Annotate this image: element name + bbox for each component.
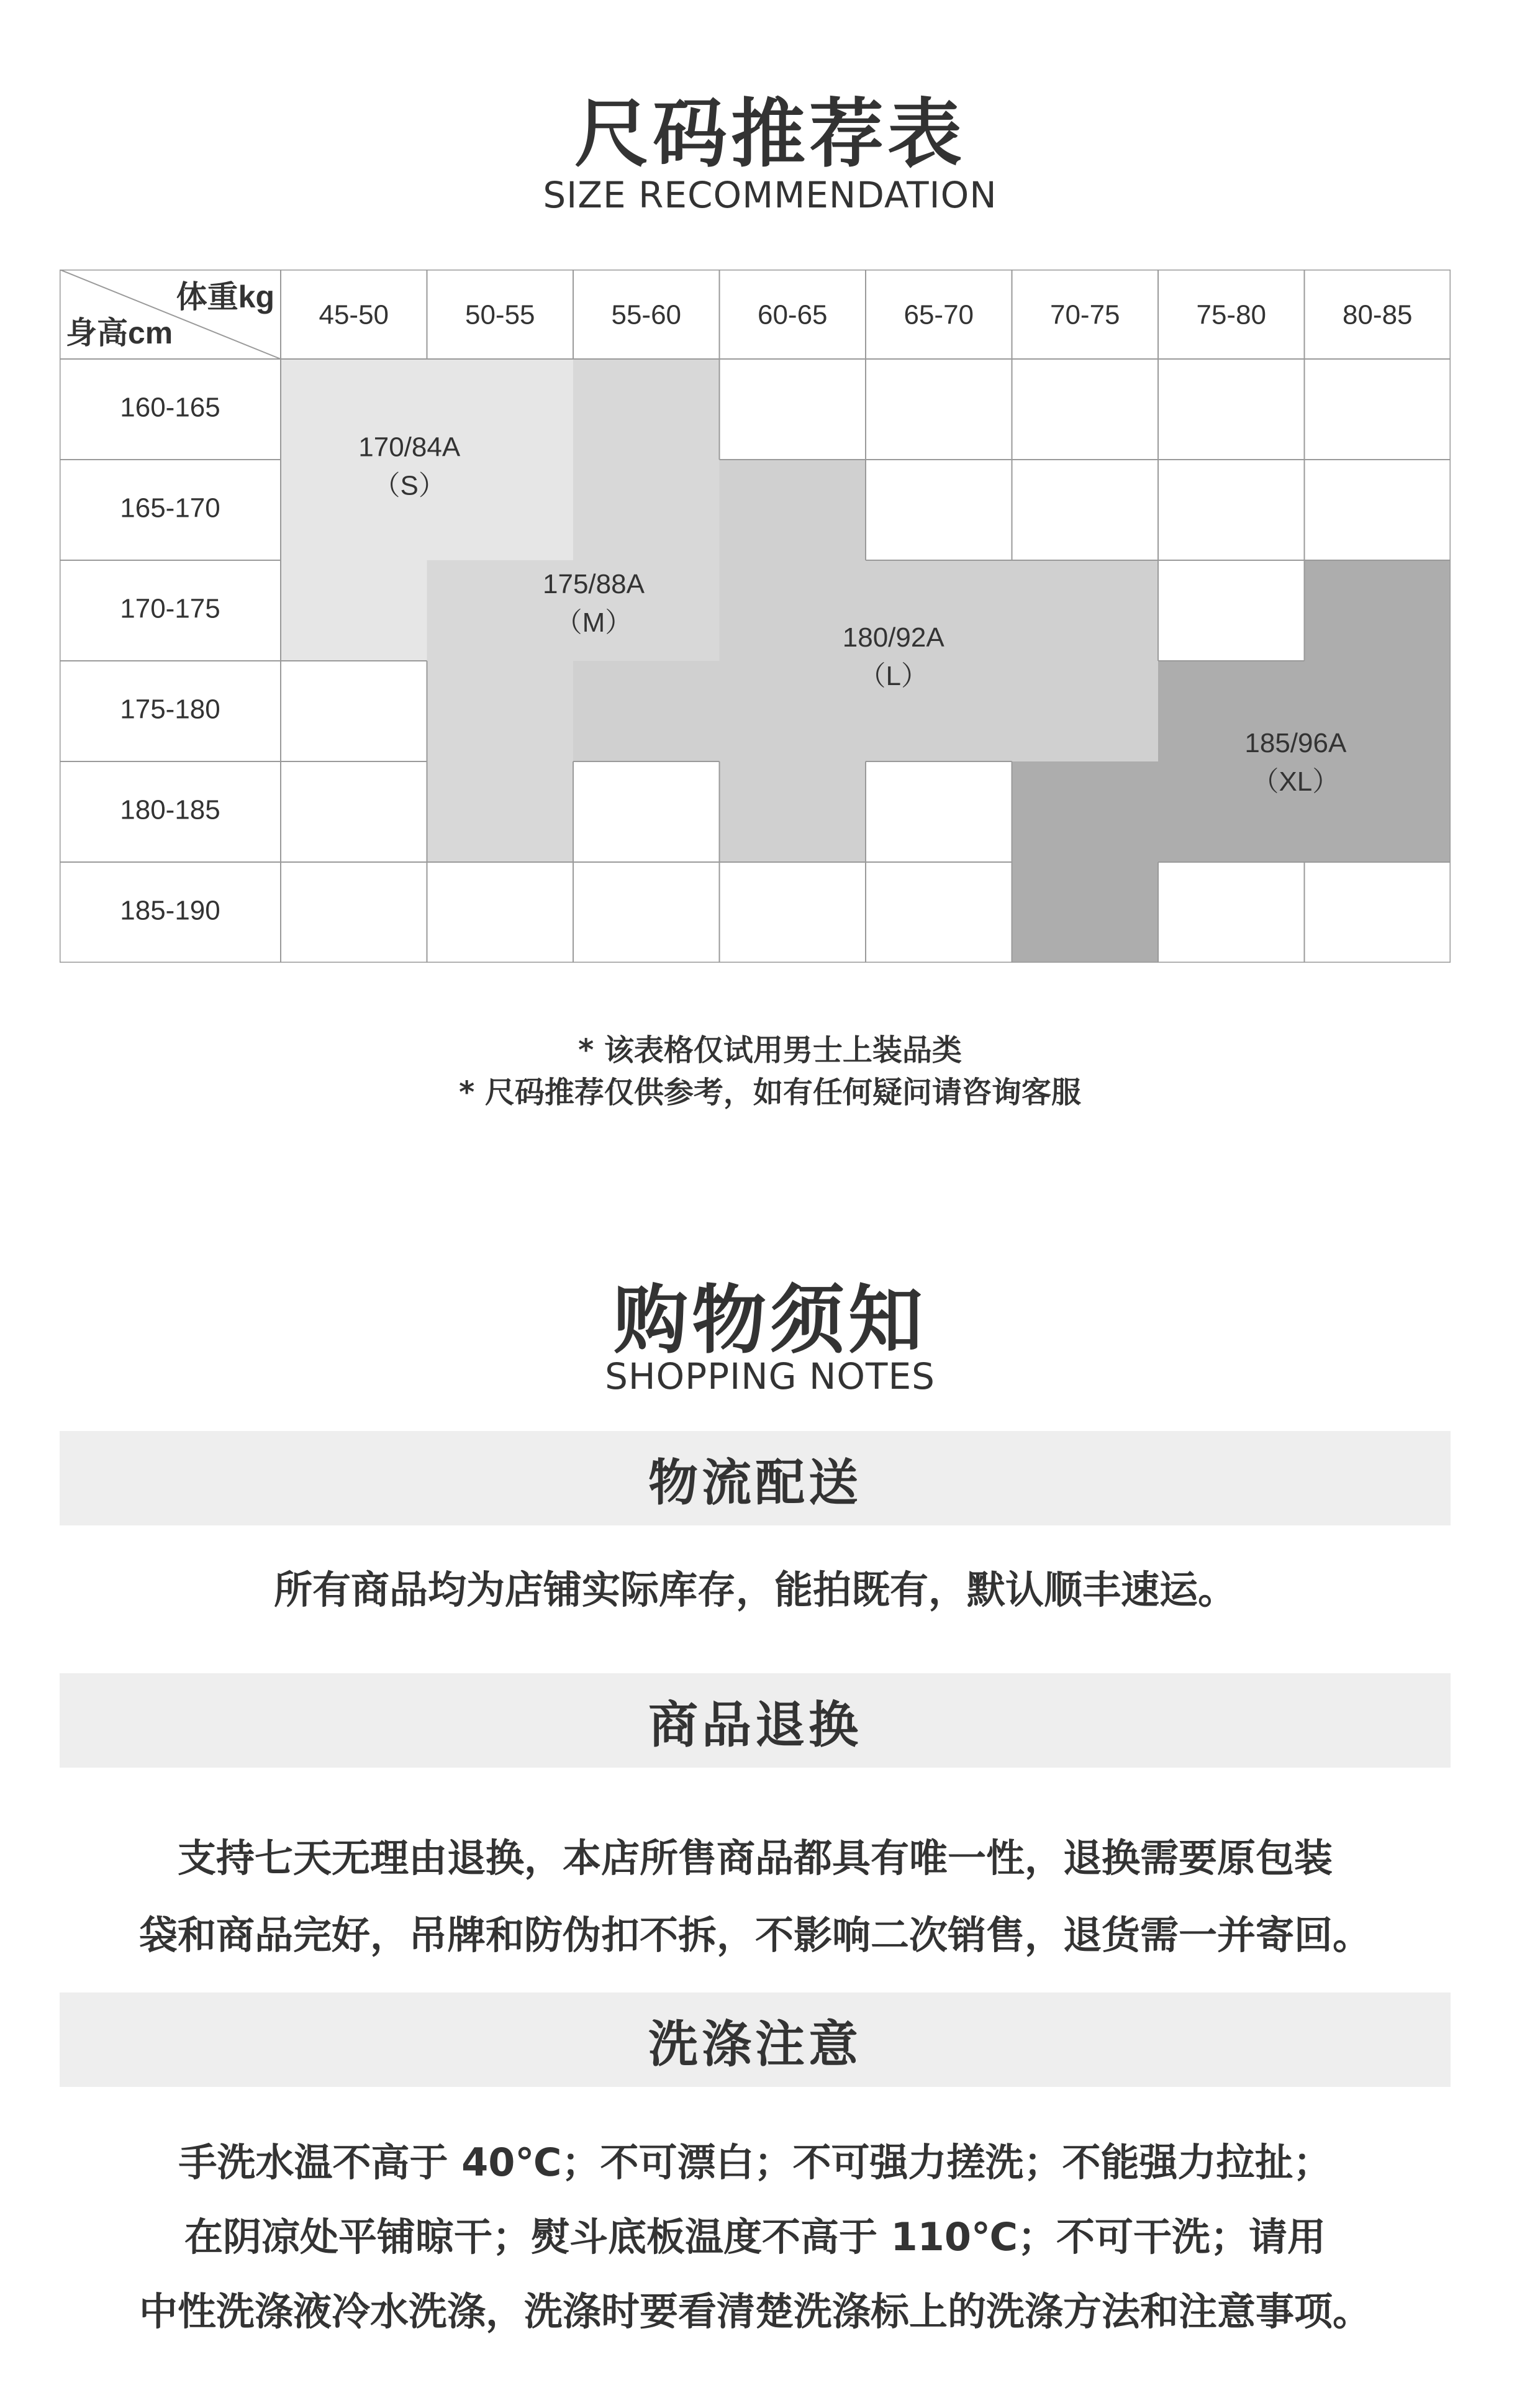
size-cell-s [281, 560, 427, 661]
logistics-text [60, 1559, 1451, 1614]
size-label-m: 175/88A [543, 568, 645, 599]
weight-header: 80-85 [1342, 299, 1413, 330]
table-note-2: * 尺码推荐仅供参考，如有任何疑问请咨询客服 [459, 1075, 1081, 1110]
washing-line-1: 手洗水温不高于 40℃；不可漂白；不可强力搓洗；不能强力拉扯； [178, 2140, 1332, 2185]
washing-text [60, 2125, 1451, 2349]
corner-height-label: 身高cm [66, 316, 173, 351]
size-cell-xl [1012, 761, 1159, 863]
logistics-line-1: 所有商品均为店铺实际库存，能拍既有，默认顺丰速运。 [273, 1567, 1236, 1612]
size-title-cn: 尺码推荐表 [574, 91, 966, 178]
logistics-header [60, 1431, 1451, 1525]
size-sub-xl: （XL） [1251, 766, 1340, 797]
washing-line-3: 中性洗涤液冷水洗涤，洗涤时要看清楚洗涤标上的洗涤方法和注意事项。 [138, 2289, 1371, 2334]
washing-header [60, 1992, 1451, 2087]
returns-header [60, 1673, 1451, 1768]
height-header: 160-165 [120, 392, 220, 423]
corner-weight-label: 体重kg [176, 279, 274, 315]
size-cell-l [720, 661, 866, 762]
weight-header: 55-60 [611, 299, 682, 330]
washing-line-2: 在阴凉处平铺晾干；熨斗底板温度不高于 110℃；不可干洗；请用 [184, 2214, 1326, 2260]
size-cell-m [427, 761, 574, 863]
size-cell-s [427, 460, 574, 561]
shopping-title-cn: 购物须知 [614, 1278, 926, 1364]
size-title-en: SIZE RECOMMENDATION [543, 174, 997, 216]
size-label-l: 180/92A [842, 622, 944, 653]
size-cell-l [720, 460, 866, 561]
size-label-s: 170/84A [358, 432, 461, 463]
height-header: 165-170 [120, 493, 220, 524]
height-header: 170-175 [120, 593, 220, 624]
table-note-1: * 该表格仅试用男士上装品类 [578, 1033, 962, 1068]
size-cell-l [1012, 661, 1159, 762]
size-sub-m: （M） [555, 607, 633, 638]
weight-header: 75-80 [1196, 299, 1267, 330]
washing-heading: 洗涤注意 [648, 2015, 862, 2073]
weight-header: 60-65 [757, 299, 828, 330]
shopping-title-en: SHOPPING NOTES [605, 1355, 935, 1397]
size-chart-table [60, 270, 1451, 963]
size-label-xl: 185/96A [1244, 727, 1347, 758]
size-cell-m [427, 661, 574, 762]
size-cell-m [573, 460, 720, 561]
size-cell-l [1012, 560, 1159, 661]
size-cell-l [573, 661, 720, 762]
size-sub-l: （L） [858, 660, 928, 691]
weight-header: 45-50 [319, 299, 389, 330]
returns-text [60, 1820, 1451, 1974]
returns-line-2: 袋和商品完好，吊牌和防伪扣不拆，不影响二次销售，退货需一并寄回。 [138, 1912, 1371, 1958]
size-cell-l [720, 761, 866, 863]
size-sub-s: （S） [373, 470, 446, 501]
height-header: 185-190 [120, 895, 220, 926]
height-header: 175-180 [120, 694, 220, 725]
size-cell-xl [1305, 560, 1451, 661]
weight-header: 65-70 [904, 299, 974, 330]
size-cell-xl [1012, 862, 1159, 963]
weight-header: 50-55 [464, 299, 535, 330]
size-cell-m [573, 359, 720, 460]
height-header: 180-185 [120, 794, 220, 825]
logistics-heading: 物流配送 [648, 1453, 862, 1512]
returns-heading: 商品退换 [648, 1696, 862, 1754]
returns-line-1: 支持七天无理由退换，本店所售商品都具有唯一性，退换需要原包装 [177, 1835, 1333, 1881]
weight-header: 70-75 [1049, 299, 1120, 330]
